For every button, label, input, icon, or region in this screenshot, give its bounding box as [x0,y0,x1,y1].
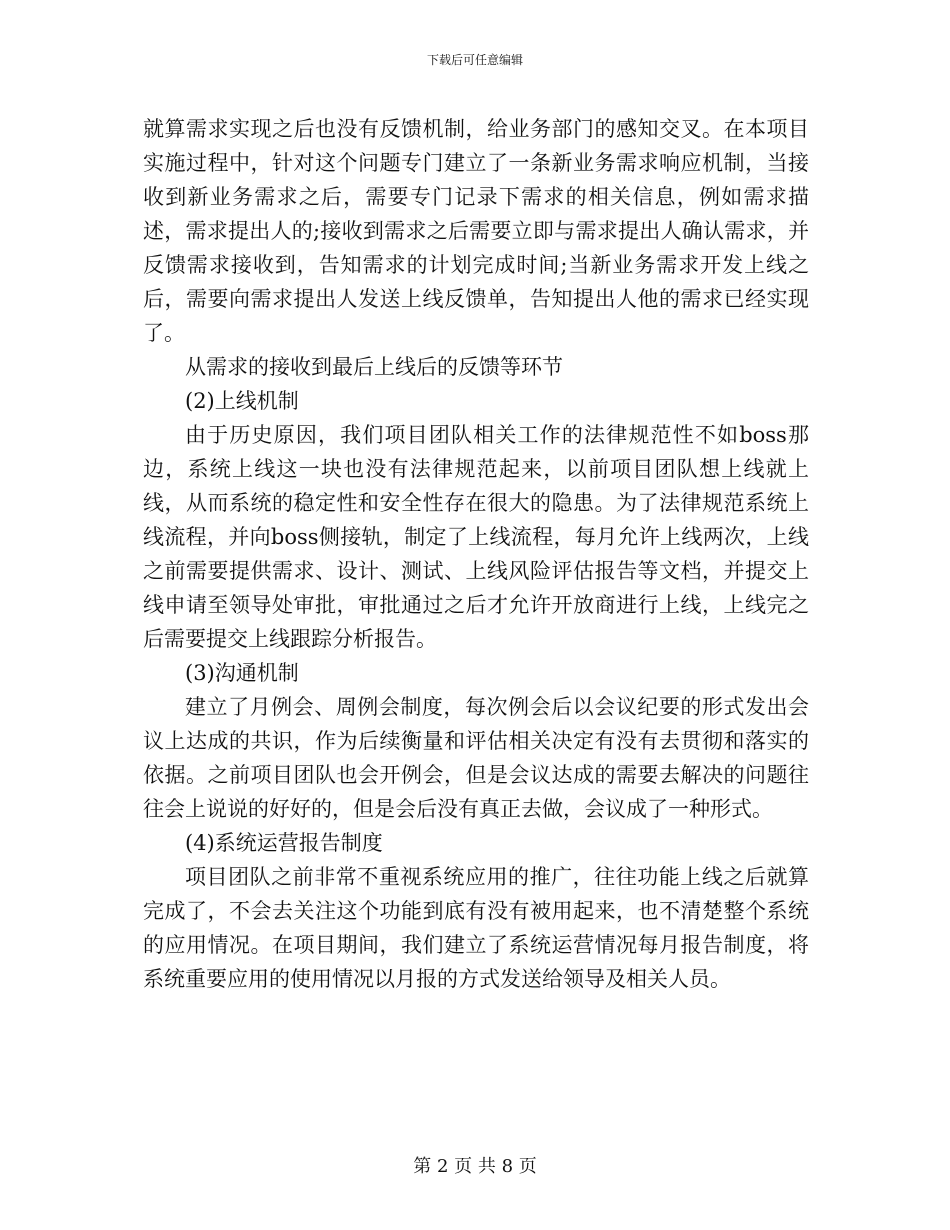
paragraph-summary-line: 从需求的接收到最后上线后的反馈等环节 [185,355,563,379]
section-heading-communication-mechanism: (3)沟通机制 [185,661,299,685]
paragraph-operation-report: 项目团队之前非常不重视系统应用的推广，往往功能上线之后就算完成了，不会去关注这个功能到底有没有被用起来，也不清楚整个系统的应用情况。在项目期间，我们建立了系统运营情况每月报告制度，将系统重要应用的使用情况以月报的方式发送给领导及相关人员。 [143,865,809,991]
section-heading-launch-mechanism: (2)上线机制 [185,389,299,413]
page-header: 下载后可任意编辑 [426,53,523,67]
paragraph-launch-mechanism: 由于历史原因，我们项目团队相关工作的法律规范性不如boss那边，系统上线这一块也没有法律规范起来，以前项目团队想上线就上线，从而系统的稳定性和安全性存在很大的隐患。为了法律规范系统上线流程，并向boss侧接轨，制定了上线流程，每月允许上线两次，上线之前需要提供需求、设计、测试、上线风险评估报告等文档，并提交上线申请至领导处审批，审批通过之后才允许开放商进行上线，上线完之后需要提交上线跟踪分析报告。 [143,423,809,651]
paragraph-feedback-mechanism: 就算需求实现之后也没有反馈机制，给业务部门的感知交叉。在本项目实施过程中，针对这个问题专门建立了一条新业务需求响应机制，当接收到新业务需求之后，需要专门记录下需求的相关信息，例如需求描述，需求提出人的;接收到需求之后需要立即与需求提出人确认需求，并反馈需求接收到，告知需求的计划完成时间;当新业务需求开发上线之后，需要向需求提出人发送上线反馈单，告知提出人他的需求已经实现了。 [143,117,809,345]
document-body [143,112,809,996]
paragraph-communication-mechanism: 建立了月例会、周例会制度，每次例会后以会议纪要的形式发出会议上达成的共识，作为后续衡量和评估相关决定有没有去贯彻和落实的依据。之前项目团队也会开例会，但是会议达成的需要去解决的问题往往会上说说的好好的，但是会后没有真正去做，会议成了一种形式。 [143,695,809,821]
page-number-footer: 第 2 页 共 8 页 [413,1156,537,1177]
section-heading-operation-report: (4)系统运营报告制度 [185,831,383,855]
